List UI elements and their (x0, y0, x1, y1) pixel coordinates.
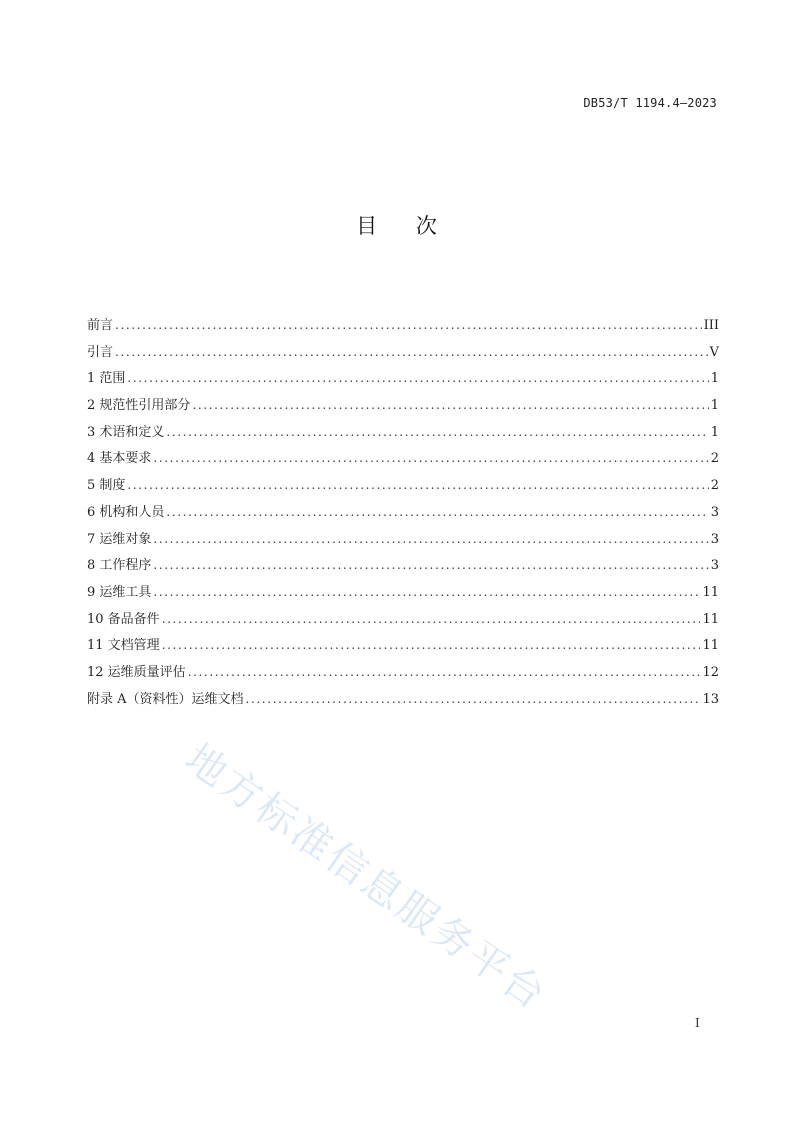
toc-entry-label: 1 范围 (87, 371, 126, 387)
toc-entry-page: 11 (702, 584, 719, 600)
toc-entry-maintenance-objects[interactable] (87, 528, 719, 555)
dot-leader (162, 638, 701, 652)
table-of-contents (87, 314, 719, 714)
document-code: DB53/T 1194.4—2023 (583, 96, 717, 110)
toc-entry-work-procedures[interactable] (87, 554, 719, 581)
toc-entry-label: 7 运维对象 (87, 531, 152, 547)
dot-leader (246, 692, 701, 706)
toc-entry-quality-assessment[interactable] (87, 661, 719, 688)
toc-entry-page: 11 (702, 611, 719, 627)
dot-leader (153, 532, 708, 546)
dot-leader (127, 478, 708, 492)
dot-leader (115, 345, 708, 359)
toc-entry-label: 11 文档管理 (87, 638, 160, 654)
toc-entry-page: 12 (702, 664, 719, 680)
toc-entry-page: 1 (710, 371, 719, 387)
toc-entry-label: 8 工作程序 (87, 558, 152, 574)
toc-entry-maintenance-tools[interactable] (87, 581, 719, 608)
toc-entry-appendix-a[interactable] (87, 688, 719, 715)
toc-entry-label: 3 术语和定义 (87, 424, 165, 440)
toc-entry-label: 前言 (87, 318, 114, 333)
dot-leader (162, 612, 701, 626)
toc-entry-page: III (703, 318, 719, 333)
toc-entry-label: 5 制度 (87, 478, 126, 494)
toc-entry-page: 2 (710, 478, 719, 494)
toc-entry-page: 2 (710, 451, 719, 467)
dot-leader (153, 451, 708, 465)
toc-entry-label: 10 备品备件 (87, 611, 160, 627)
toc-entry-page: 11 (702, 638, 719, 654)
toc-entry-page: 1 (710, 424, 719, 440)
watermark: 地方标准信息服务平台 (176, 735, 556, 1020)
toc-entry-label: 2 规范性引用部分 (87, 398, 191, 414)
page-title: 目 次 (356, 214, 453, 238)
toc-entry-label: 6 机构和人员 (87, 504, 165, 520)
dot-leader (188, 665, 701, 679)
toc-entry-label: 4 基本要求 (87, 451, 152, 467)
dot-leader (153, 558, 708, 572)
toc-entry-page: V (709, 344, 719, 360)
toc-entry-label: 9 运维工具 (87, 584, 152, 600)
toc-entry-system[interactable] (87, 474, 719, 501)
toc-entry-document-management[interactable] (87, 634, 719, 661)
dot-leader (153, 585, 700, 599)
toc-entry-label: 引言 (87, 344, 114, 360)
toc-entry-label: 12 运维质量评估 (87, 664, 186, 680)
toc-entry-page: 3 (710, 504, 719, 520)
dot-leader (166, 425, 708, 439)
toc-entry-page: 13 (702, 691, 719, 707)
toc-entry-terms-definitions[interactable] (87, 421, 719, 448)
toc-entry-label: 附录 A（资料性）运维文档 (87, 691, 244, 707)
toc-entry-basic-requirements[interactable] (87, 447, 719, 474)
toc-entry-introduction[interactable] (87, 341, 719, 368)
dot-leader (192, 398, 708, 412)
toc-entry-scope[interactable] (87, 367, 719, 394)
toc-entry-foreword[interactable] (87, 314, 719, 341)
toc-entry-page: 1 (710, 398, 719, 414)
dot-leader (166, 505, 708, 519)
toc-entry-spare-parts[interactable] (87, 608, 719, 635)
page-number: I (695, 1016, 700, 1030)
toc-entry-organization-personnel[interactable] (87, 501, 719, 528)
toc-entry-normative-references[interactable] (87, 394, 719, 421)
dot-leader (115, 318, 702, 332)
dot-leader (127, 371, 708, 385)
toc-entry-page: 3 (710, 531, 719, 547)
toc-entry-page: 3 (710, 558, 719, 574)
